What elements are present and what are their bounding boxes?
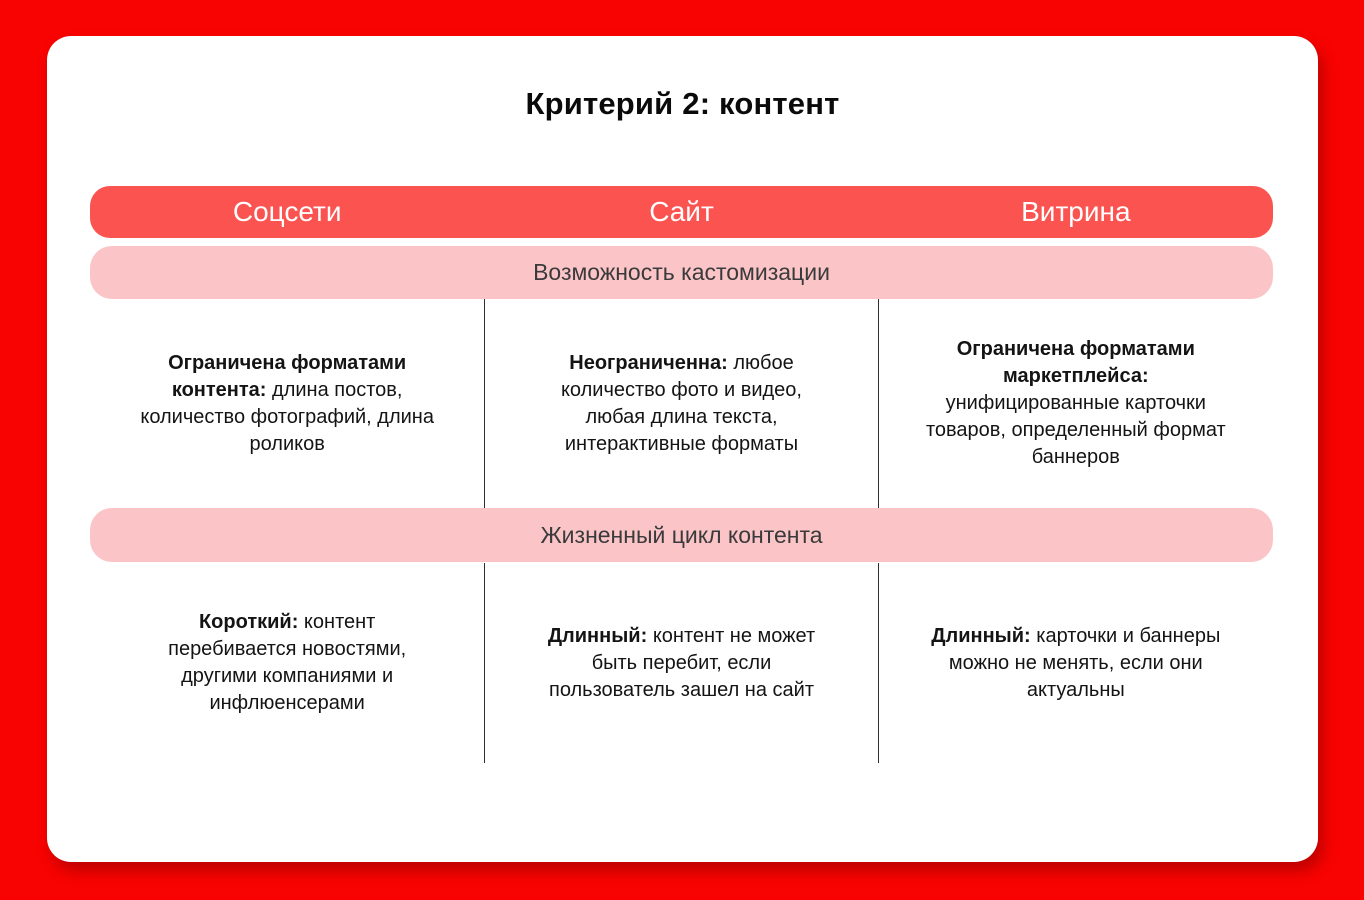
cell-lead: Короткий: <box>198 611 299 633</box>
section-label-customization: Возможность кастомизации <box>90 246 1273 299</box>
section-label-lifecycle: Жизненный цикл контента <box>90 508 1273 562</box>
slide-card <box>47 36 1318 862</box>
column-divider <box>878 299 879 508</box>
column-header-site: Сайт <box>649 196 714 227</box>
cell-customization-storefront <box>879 336 1273 471</box>
cell-lead: Длинный: <box>931 624 1031 647</box>
cell-customization-site <box>484 350 878 458</box>
section-lifecycle-row <box>90 562 1273 764</box>
cell-text-block <box>526 623 836 704</box>
cell-text: карточки и баннеры можно не менять, если они актуальны <box>948 624 1221 701</box>
cell-text-block <box>137 609 437 717</box>
section-customization-row <box>90 299 1273 508</box>
cell-text-block <box>534 350 829 458</box>
column-divider <box>484 563 485 763</box>
cell-lead: Ограничена форматами контента: <box>168 351 407 401</box>
column-header-bar <box>90 186 1273 238</box>
cell-text: длина постов, количество фотографий, длина роликов <box>140 378 434 455</box>
column-divider <box>878 563 879 763</box>
cell-lead: Ограничена форматами маркетплейса: <box>956 338 1195 387</box>
cell-text: контент перебивается новостями, другими компаниями и инфлюенсерами <box>168 611 407 714</box>
column-header-storefront: Витрина <box>1021 196 1131 227</box>
cell-text: унифицированные карточки товаров, определенный формат баннеров <box>925 392 1226 468</box>
cell-text-block <box>918 336 1233 471</box>
slide-title: Критерий 2: контент <box>525 86 840 121</box>
column-divider <box>484 299 485 508</box>
cell-lead: Неограниченна: <box>569 351 728 374</box>
cell-lifecycle-social <box>90 609 484 717</box>
cell-customization-social <box>90 350 484 458</box>
cell-lifecycle-storefront <box>879 623 1273 704</box>
cell-lead: Длинный: <box>547 624 648 647</box>
cell-text-block <box>140 350 435 458</box>
cell-text-block <box>906 623 1246 704</box>
cell-text: любое количество фото и видео, любая длина текста, интерактивные форматы <box>560 351 802 455</box>
cell-text: контент не может быть перебит, если пользователь зашел на сайт <box>548 624 816 701</box>
cell-lifecycle-site <box>484 623 878 704</box>
column-header-social: Соцсети <box>232 196 342 227</box>
